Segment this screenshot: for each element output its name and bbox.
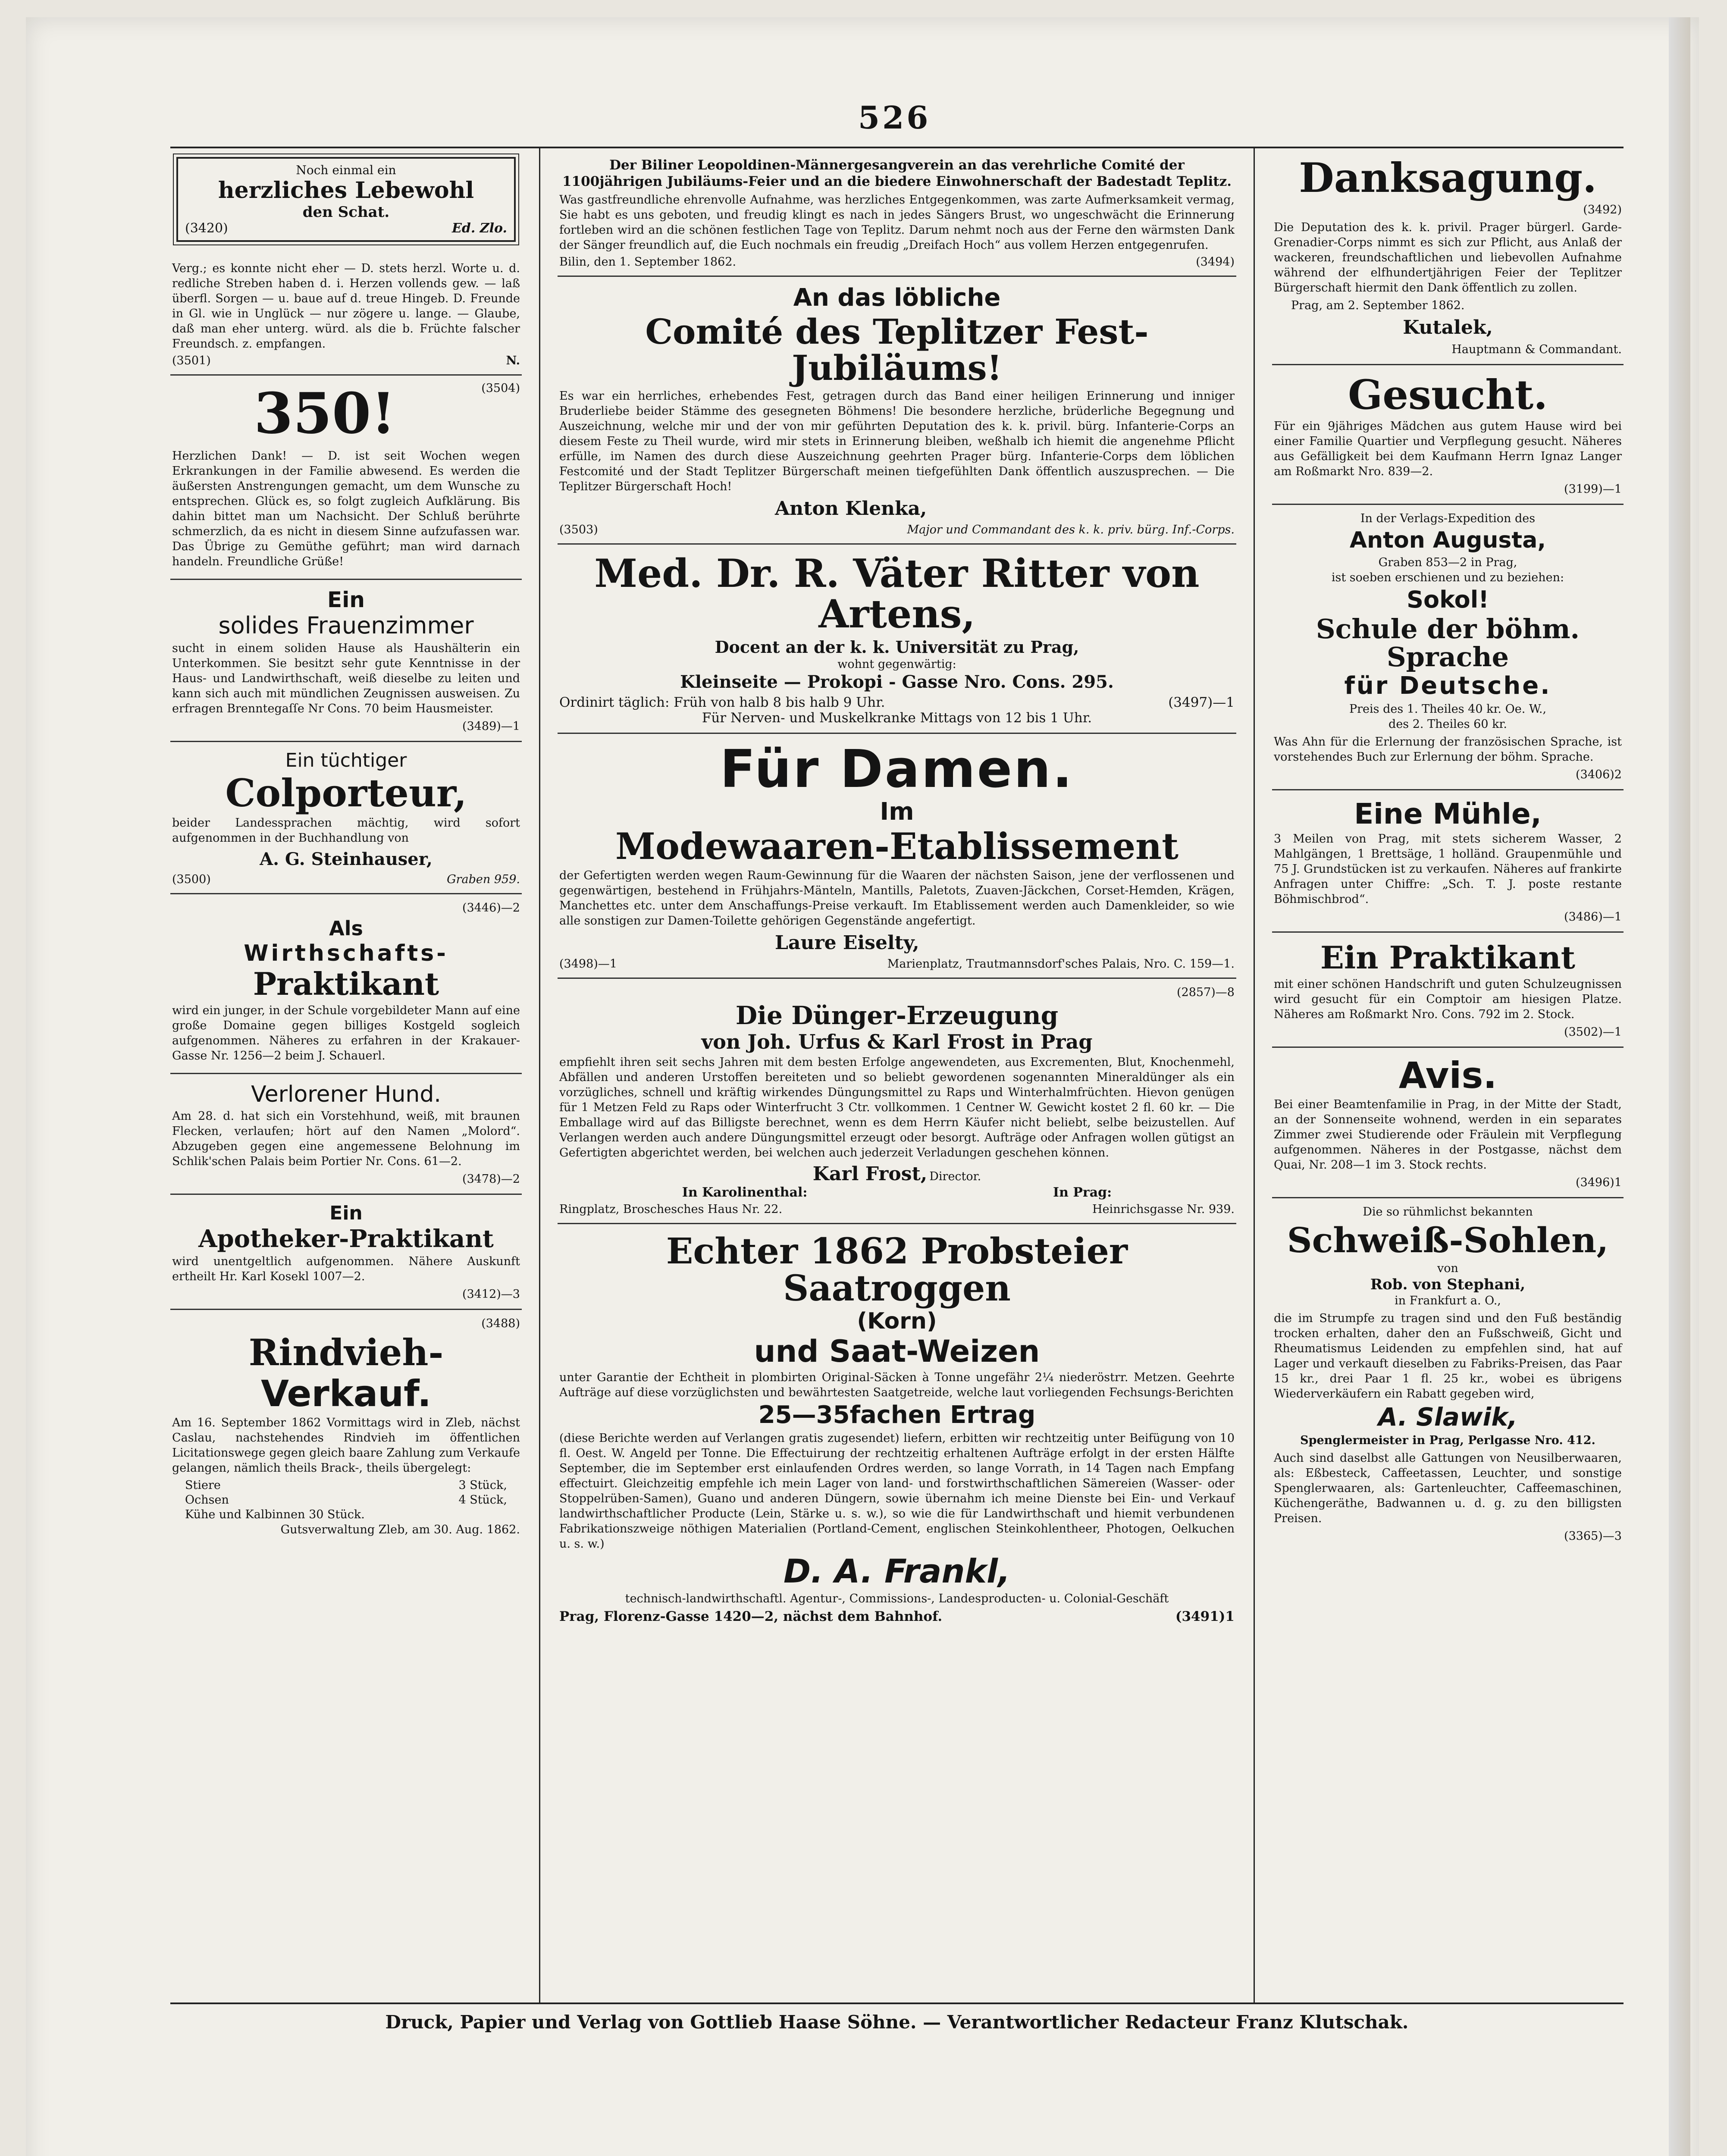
colp-addr: Graben 959. <box>447 873 520 887</box>
rind-row: Stiere 3 Stück, <box>185 1478 507 1492</box>
sokol-price-1: Preis des 1. Theiles 40 kr. Oe. W., <box>1349 702 1547 716</box>
page-number: 526 <box>858 99 931 136</box>
dung-loc2-addr: Heinrichsgasse Nr. 939. <box>1092 1202 1235 1216</box>
roggen-head-3: und Saat-Weizen <box>754 1333 1040 1369</box>
rindvieh-ad <box>170 1310 522 1544</box>
dank-place: Prag, am 2. September 1862. <box>1291 298 1465 312</box>
sokol-head-1: Sokol! <box>1407 586 1489 613</box>
avis-head: Avis. <box>1398 1054 1497 1097</box>
bilin-head: Der Biliner Leopoldinen-Männergesangverein an das verehrliche Comité der 1100jährigen Jubiläums-Feier und an die biedere Einwohnerschaft der Badestadt Teplitz. <box>562 157 1232 189</box>
apoth-head-2: Apotheker-Praktikant <box>198 1224 494 1253</box>
rind-head-2: Verkauf. <box>260 1372 432 1415</box>
bilin-notice <box>558 148 1236 277</box>
sokol-ref: (3406)2 <box>1576 768 1622 781</box>
frau-text: sucht in einem soliden Hause als Haushälterin ein Unterkommen. Sie besitzt sehr gute Kenntnisse in der Haus- und Landwirthschaft, weiß dieselbe zu leiten und kann sich auch mit mündlichen Zeugnissen ausweisen. Zu erfragen Brenntegaſſe Nr Cons. 70 beim Hausmeister. <box>172 641 520 715</box>
gesucht-text: Für ein 9jähriges Mädchen aus gutem Hause wird bei einer Familie Quartier und Verpflegung gesucht. Näheres aus Gefälligkeit bei dem Kaufmann Herrn Ignaz Langer am Roßmarkt Nro. 839—2. <box>1274 420 1622 479</box>
damen-ref: (3498)—1 <box>559 957 617 971</box>
verg-mark: N. <box>506 354 520 367</box>
dank-text: Die Deputation des k. k. privil. Prager bürgerl. Garde-Grenadier-Corps nimmt es sich zur Pflicht, aus Anlaß der wackeren, freundschaftlichen und liebevollen Aufnahme während der elfhundertjährigen Feier der Teplitzer Bürgerschaft hiermit den Dank öffentlich zu zollen. <box>1274 220 1622 295</box>
dung-text: empfiehlt ihren seit sechs Jahren mit dem besten Erfolge angewendeten, aus Excrementen, Blut, Knochenmehl, Abfällen und anderen Urstoffen bereiteten und so beliebt gewordenen sogenannten Mineraldünger als ein vorzügliches, schnell und kräftig wirkendes Düngungsmittel zu Raps und Winterhalmfrüchten. Hievon genügen für 1 Metzen Feld zu Raps oder Winterfrucht 3 Ctr. vollkommen. 1 Centner W. Gewicht kostet 2 fl. 60 kr. — Die Emballage wird auf das Billigste berechnet, wenn es dem Herrn Käufer nicht beliebt, selbe beizustellen. Auf Verlangen werden auch andere Düngungsmittel erzeugt oder besorgt. Aufträge oder Anfragen wollen gütigst an Gefertigten abgerichtet werden, bei welchen auch jederzeit Verladungen geschehen können. <box>559 1055 1235 1159</box>
hund-text: Am 28. d. hat sich ein Vorstehhund, weiß, mit braunen Flecken, verlaufen; hört auf den Namen „Molord“. Abzugeben gegen eine angemessene Belohnung im Schlik'schen Palais beim Portier Nr. Cons. 61—2. <box>172 1109 520 1169</box>
rind-head-1: Rindvieh- <box>248 1331 444 1374</box>
comite-ref: (3503) <box>559 523 598 536</box>
wirth-head-1: Als <box>329 917 363 940</box>
sohlen-line-4: Spenglermeister in Prag, Perlgasse Nro. 412. <box>1300 1433 1595 1447</box>
sohlen-head: Schweiß-Sohlen, <box>1287 1219 1609 1260</box>
sohlen-ad <box>1272 1198 1624 1551</box>
hund-ad <box>170 1074 522 1195</box>
damen-ad <box>558 734 1236 979</box>
roggen-text-2: (diese Berichte werden auf Verlangen gratis zugesendet) liefern, erbitten wir rechtzeitig unter Beifügung von 10 fl. Oest. W. Angeld per Tonne. Die Effectuirung der rechtzeitig erhaltenen Aufträge erfolgt in der ersten Hälfte September, die im September erst einlaufenden Ordres werden, so lange Vorrath, in 14 Tagen nach Empfang effectuirt. Gleichzeitig empfehle ich mein Lager von land- und forstwirthschaftlichen Sämereien (Wasser- oder Stoppelrüben-Samen), Guano und anderen Düngern, sowie übernahm ich meine Dienste bei Ein- und Verkauf landwirthschaftlicher Producte (Lein, Stärke u. s. w.), so wie die für Landwirthschaft und hiemit verbundenen Fabrikationszweige nöthigen Materialien (Portland-Cement, englischen Steinkohlentheer, Photogen, Oelkuchen u. s. w.) <box>559 1432 1235 1551</box>
dung-loc1-addr: Ringplatz, Broschesches Haus Nr. 22. <box>559 1202 783 1216</box>
arzt-line-4: Ordinirt täglich: Früh von halb 8 bis halb 9 Uhr. <box>559 694 885 710</box>
arzt-notice <box>558 545 1236 734</box>
duenger-ad <box>558 979 1236 1224</box>
dung-name: Karl Frost, <box>812 1163 928 1185</box>
sokol-price-2: des 2. Theiles 60 kr. <box>1388 717 1507 731</box>
colp-head-2: Colporteur, <box>225 770 467 815</box>
sokol-head-3: für Deutsche. <box>1344 671 1551 700</box>
roggen-head-4: 25—35fachen Ertrag <box>758 1401 1036 1429</box>
arzt-head: Med. Dr. R. Väter Ritter von Artens, <box>594 550 1200 637</box>
dank-ref: (3492) <box>1583 203 1622 216</box>
colp-ref: (3500) <box>172 873 211 887</box>
damen-addr: Marienplatz, Trautmannsdorf'sches Palais, Nro. C. 159—1. <box>887 957 1235 971</box>
wirth-head-2: Wirthschafts- <box>244 940 448 966</box>
damen-head-1: Für Damen. <box>720 739 1074 799</box>
dank-title: Hauptmann & Commandant. <box>1451 342 1622 356</box>
roggen-text-1: unter Garantie der Echtheit in plombirten Original-Säcken à Tonne ungefähr 2¼ niederöstrr. Metzen. Geehrte Aufträge auf diese vorzüglichsten und bewährtesten Saatgetreide, welche laut vorliegenden Fechsungs-Berichten <box>559 1371 1235 1400</box>
dank-head: Danksagung. <box>1299 154 1597 202</box>
rind-sign: Gutsverwaltung Zleb, am 30. Aug. 1862. <box>280 1523 520 1536</box>
comite-head-2: Comité des Teplitzer Fest-Jubiläums! <box>645 311 1149 388</box>
muehle-text: 3 Meilen von Prag, mit stets sicherem Wasser, 2 Mahlgängen, 1 Brettsäge, 1 holländ. Graupenmühle und 75 J. Grundstücken ist zu verkaufen. Näheres auf frankirte Anfragen unter Chiffre: „Sch. T. J. poste restante Böhmischbrod“. <box>1274 832 1622 906</box>
frau-ref: (3489)—1 <box>462 719 520 733</box>
farewell-line-2: herzliches Lebewohl <box>218 177 474 204</box>
sohlen-line-2: von <box>1437 1261 1458 1275</box>
saatroggen-ad <box>558 1224 1236 1631</box>
apotheker-ad <box>170 1195 522 1310</box>
avis-text: Bei einer Beamtenfamilie in Prag, in der Mitte der Stadt, an der Sonnenseite wohnend, werden in ein separates Zimmer zwei Studierende oder Fräulein mit Verpflegung aufgenommen. Näheres in der Postgasse, nächst dem Quai, Nr. 208—1 im 3. Stock rechts. <box>1274 1097 1622 1172</box>
arzt-line-3: Kleinseite — Prokopi - Gasse Nro. Cons. 295. <box>680 671 1114 692</box>
arzt-ref: (3497)—1 <box>1168 694 1235 710</box>
sokol-name: Anton Augusta, <box>1349 527 1546 554</box>
avis-ref: (3496)1 <box>1576 1175 1622 1189</box>
colp-text: beider Landessprachen mächtig, wird sofort aufgenommen in der Buchhandlung von <box>172 816 520 845</box>
farewell-ref: (3420) <box>185 221 228 236</box>
danksagung-notice <box>1272 148 1624 365</box>
arzt-line-1: Docent an der k. k. Universität zu Prag, <box>715 637 1079 657</box>
damen-text: der Gefertigten werden wegen Raum-Gewinnung für die Waaren der nächsten Saison, jene der verflossenen und gegenwärtigen, bestehend in Frühjahrs-Mänteln, Mantills, Paletots, Zuaven-Jäckchen, Corset-Hemden, Krägen, Manchettes etc. unter dem Anschaffungs-Preise verkauft. Im Etablissement werden auch Damenkleider, so wie alle sonstigen zur Damen-Toilette gehörigen Gegenstände angefertigt. <box>559 868 1235 928</box>
praktikant-ad <box>1272 933 1624 1048</box>
gesucht-ref: (3199)—1 <box>1564 483 1622 496</box>
farewell-line-1: Noch einmal ein <box>296 163 396 177</box>
column-right <box>1272 148 1624 2002</box>
verg-notice <box>170 252 522 376</box>
dung-loc1: In Karolinenthal: <box>682 1185 808 1200</box>
damen-head-3: Modewaaren-Etablissement <box>615 824 1179 868</box>
bilin-text: Was gastfreundliche ehrenvolle Aufnahme, was herzliches Entgegenkommen, was zarte Aufmerksamkeit vermag, Sie habt es uns geboten, und freudig klingt es nach in jedes Sängers Brust, wo ungeschwächt die Erinnerung fortleben wird an die schönen festlichen Tage von Teplitz. Darum nehmt noch aus der Ferne den wärmsten Dank der Sänger freundlich auf, die Euch nochmals ein freudig „Dreifach Hoch“ aus vollem Herzen entgegenrufen. <box>559 193 1235 252</box>
bilin-ref: (3494) <box>1196 255 1235 269</box>
sokol-head-2: Schule der böhm. Sprache <box>1316 613 1580 673</box>
comite-text: Es war ein herrliches, erhebendes Fest, getragen durch das Band einer heiligen Erinnerung und inniger Bruderliebe beider Stämme des gesegneten Böhmens! Die besondere herzliche, brüderliche Begegnung und Auszeichnung, welche mir und der von mir geführten Deputation des k. k. privil. bürg. Infanterie-Corps an diesem Feste zu Theil wurde, wird mir stets in Erinnerung bleiben, weßhalb ich hiemit die angenehme Pflicht erfülle, im Namen des durch diese Auszeichnung geehrten Prager bürg. Infanterie-Corps dem löblichen Festcomité und der Stadt Teplitzer Bürgerschaft meinen tiefgefühlten Dank öffentlich auszusprechen. — Die Teplitzer Bürgerschaft Hoch! <box>559 389 1235 493</box>
dung-ref: (2857)—8 <box>1177 985 1235 999</box>
column-left <box>170 148 522 2002</box>
farewell-sign: Ed. Zlo. <box>452 221 507 236</box>
frauenzimmer-ad <box>170 580 522 742</box>
hund-ref: (3478)—2 <box>462 1172 520 1186</box>
colporteur-ad <box>170 742 522 895</box>
apoth-text: wird unentgeltlich aufgenommen. Nähere Auskunft ertheilt Hr. Karl Kosekl 1007—2. <box>172 1255 520 1284</box>
sohlen-line-3: in Frankfurt a. O., <box>1395 1294 1501 1307</box>
sohlen-text: die im Strumpfe zu tragen sind und den Fuß beständig trocken erhalten, daher den an Fußschweiß, Gicht und Rheumatismus Leidenden zu empfehlen sind, hat auf Lager und verkauft dieselben zu Fabriks-Preisen, das Paar 15 kr., drei Paar 1 fl. 25 kr., wobei es übrigens Wiederverkäufern ein Rabatt gegeben wird, <box>1274 1311 1622 1401</box>
sohlen-name: Rob. von Stephani, <box>1370 1275 1526 1293</box>
avis-ad <box>1272 1048 1624 1198</box>
notice-350-text: Herzlichen Dank! — D. ist seit Wochen wegen Erkrankungen in der Familie abwesend. Es werden die äußersten Anstrengungen gemacht, um dem Wunsche zu entsprechen. Glück es, so folgt zugleich Aufklärung. Bis dahin bittet man um Nachsicht. Der Schluß berührte schmerzlich, da es nicht in diesem Sinne aufzufassen war. Das Übrige zu Gemüthe geführt; man wird darnach handeln. Freundliche Grüße! <box>172 449 520 568</box>
dung-head-2: von Joh. Urfus & Karl Frost in Prag <box>701 1030 1093 1053</box>
rind-ref: (3488) <box>481 1317 520 1331</box>
comite-notice <box>558 277 1236 545</box>
wirth-text: wird ein junger, in der Schule vorgebildeter Mann auf eine große Domaine gegen billiges Kostgeld sogleich aufgenommen. Näheres zu erfahren in der Krakauer-Gasse Nr. 1256—2 beim J. Schauerl. <box>172 1003 520 1062</box>
sohlen-name-2: A. Slawik, <box>1378 1402 1518 1432</box>
comite-head-1: An das löbliche <box>793 284 1001 312</box>
frau-head-1: Ein <box>327 587 365 612</box>
notice-350 <box>170 376 522 580</box>
farewell-line-3: den Schat. <box>302 204 390 221</box>
sokol-line-2: Graben 853—2 in Prag, <box>1378 555 1517 569</box>
gesucht-head: Gesucht. <box>1348 371 1548 419</box>
colp-head-1: Ein tüchtiger <box>285 749 407 771</box>
verg-ref: (3501) <box>172 354 211 367</box>
arzt-line-5: Für Nerven- und Muskelkranke Mittags von 12 bis 1 Uhr. <box>702 710 1092 726</box>
dank-name: Kutalek, <box>1403 316 1493 338</box>
frau-head-2: solides Frauenzimmer <box>218 612 474 639</box>
apoth-ref: (3412)—3 <box>462 1288 520 1301</box>
prakt-head: Ein Praktikant <box>1320 939 1575 976</box>
rind-text: Am 16. September 1862 Vormittags wird in Zleb, nächst Caslau, nachstehendes Rindvieh im öffentlichen Licitationswege gegen gleich baare Zahlung zum Verkaufe gelangen, nämlich theils Brack-, theils übergelegt: <box>172 1416 520 1475</box>
sokol-text: Was Ahn für die Erlernung der französischen Sprache, ist vorstehendes Buch zur Erlernung der böhm. Sprache. <box>1274 735 1622 764</box>
muehle-head: Eine Mühle, <box>1354 797 1542 830</box>
wirth-ref: (3446)—2 <box>462 901 520 915</box>
bilin-place: Bilin, den 1. September 1862. <box>559 255 737 269</box>
advert-columns <box>170 147 1624 2004</box>
sohlen-ref: (3365)—3 <box>1564 1529 1622 1543</box>
dung-loc2: In Prag: <box>1053 1185 1112 1200</box>
comite-title: Major und Commandant des k. k. priv. bürg. Inf.-Corps. <box>907 523 1235 536</box>
dung-head-1: Die Dünger-Erzeugung <box>735 1000 1059 1030</box>
notice-350-head: 350! <box>254 380 396 446</box>
sokol-line-3: ist soeben erschienen und zu beziehen: <box>1331 570 1564 584</box>
imprint-footer: Druck, Papier und Verlag von Gottlieb Haase Söhne. — Verantwortlicher Redacteur Franz Klutschak. <box>385 2012 1409 2033</box>
prakt-ref: (3502)—1 <box>1564 1025 1622 1039</box>
sohlen-line-1: Die so rühmlichst bekannten <box>1363 1205 1533 1219</box>
prakt-text: mit einer schönen Handschrift und guten Schulzeugnissen wird gesucht für ein Comptoir am hiesigen Platze. Näheres am Roßmarkt Nro. Cons. 792 im 2. Stock. <box>1274 977 1622 1021</box>
comite-name: Anton Klenka, <box>775 497 927 520</box>
roggen-title: technisch-landwirthschaftl. Agentur-, Commissions-, Landesproducten- u. Colonial-Geschäft <box>625 1592 1169 1605</box>
sohlen-text-2: Auch sind daselbst alle Gattungen von Neusilberwaaren, als: Eßbesteck, Caffeetassen, Leuchter, und sonstige Spenglerwaaren, als: Gartenleuchter, Caffeemaschinen, Küchengeräthe, Badwannen u. d. g. zu den billigsten Preisen. <box>1274 1451 1622 1525</box>
roggen-head-1: Echter 1862 Probsteier Saatroggen <box>666 1230 1128 1310</box>
colp-name: A. G. Steinhauser, <box>260 849 433 870</box>
wirth-head-3: Praktikant <box>253 965 439 1003</box>
sokol-line-1: In der Verlags-Expedition des <box>1360 512 1536 526</box>
hund-head: Verlorener Hund. <box>251 1081 441 1107</box>
damen-name: Laure Eiselty, <box>775 931 919 954</box>
apoth-head-1: Ein <box>329 1202 363 1225</box>
rind-row: Kühe und Kalbinnen 30 Stück. <box>185 1507 365 1521</box>
farewell-notice <box>176 157 516 242</box>
damen-head-2: Im <box>880 797 914 826</box>
notice-350-ref: (3504) <box>481 382 520 395</box>
roggen-addr: Prag, Florenz-Gasse 1420—2, nächst dem Bahnhof. <box>559 1608 943 1624</box>
gesucht-ad <box>1272 365 1624 505</box>
verg-text: Verg.; es konnte nicht eher — D. stets herzl. Worte u. d. redliche Streben haben d. i. Herzen vollends gew. — laß überfl. Sorgen — u. baue auf d. treue Hingeb. D. Freunde in Gl. wie in Unglück — nur zögere u. lange. — Glaube, daß man eher unterg. würd. als die b. Früchte falscher Freundsch. z. empfangen. <box>172 262 520 351</box>
muehle-ref: (3486)—1 <box>1564 910 1622 924</box>
roggen-name: D. A. Frankl, <box>784 1552 1010 1591</box>
roggen-ref: (3491)1 <box>1175 1608 1235 1624</box>
muehle-ad <box>1272 790 1624 933</box>
sokol-ad <box>1272 505 1624 790</box>
arzt-line-2: wohnt gegenwärtig: <box>837 657 956 671</box>
column-middle <box>539 148 1255 2002</box>
wirthschafts-ad <box>170 894 522 1074</box>
roggen-head-2: (Korn) <box>857 1308 937 1335</box>
dung-title: Director. <box>929 1169 981 1183</box>
rind-row: Ochsen 4 Stück, <box>185 1493 507 1507</box>
page-edge <box>1669 17 1690 2156</box>
